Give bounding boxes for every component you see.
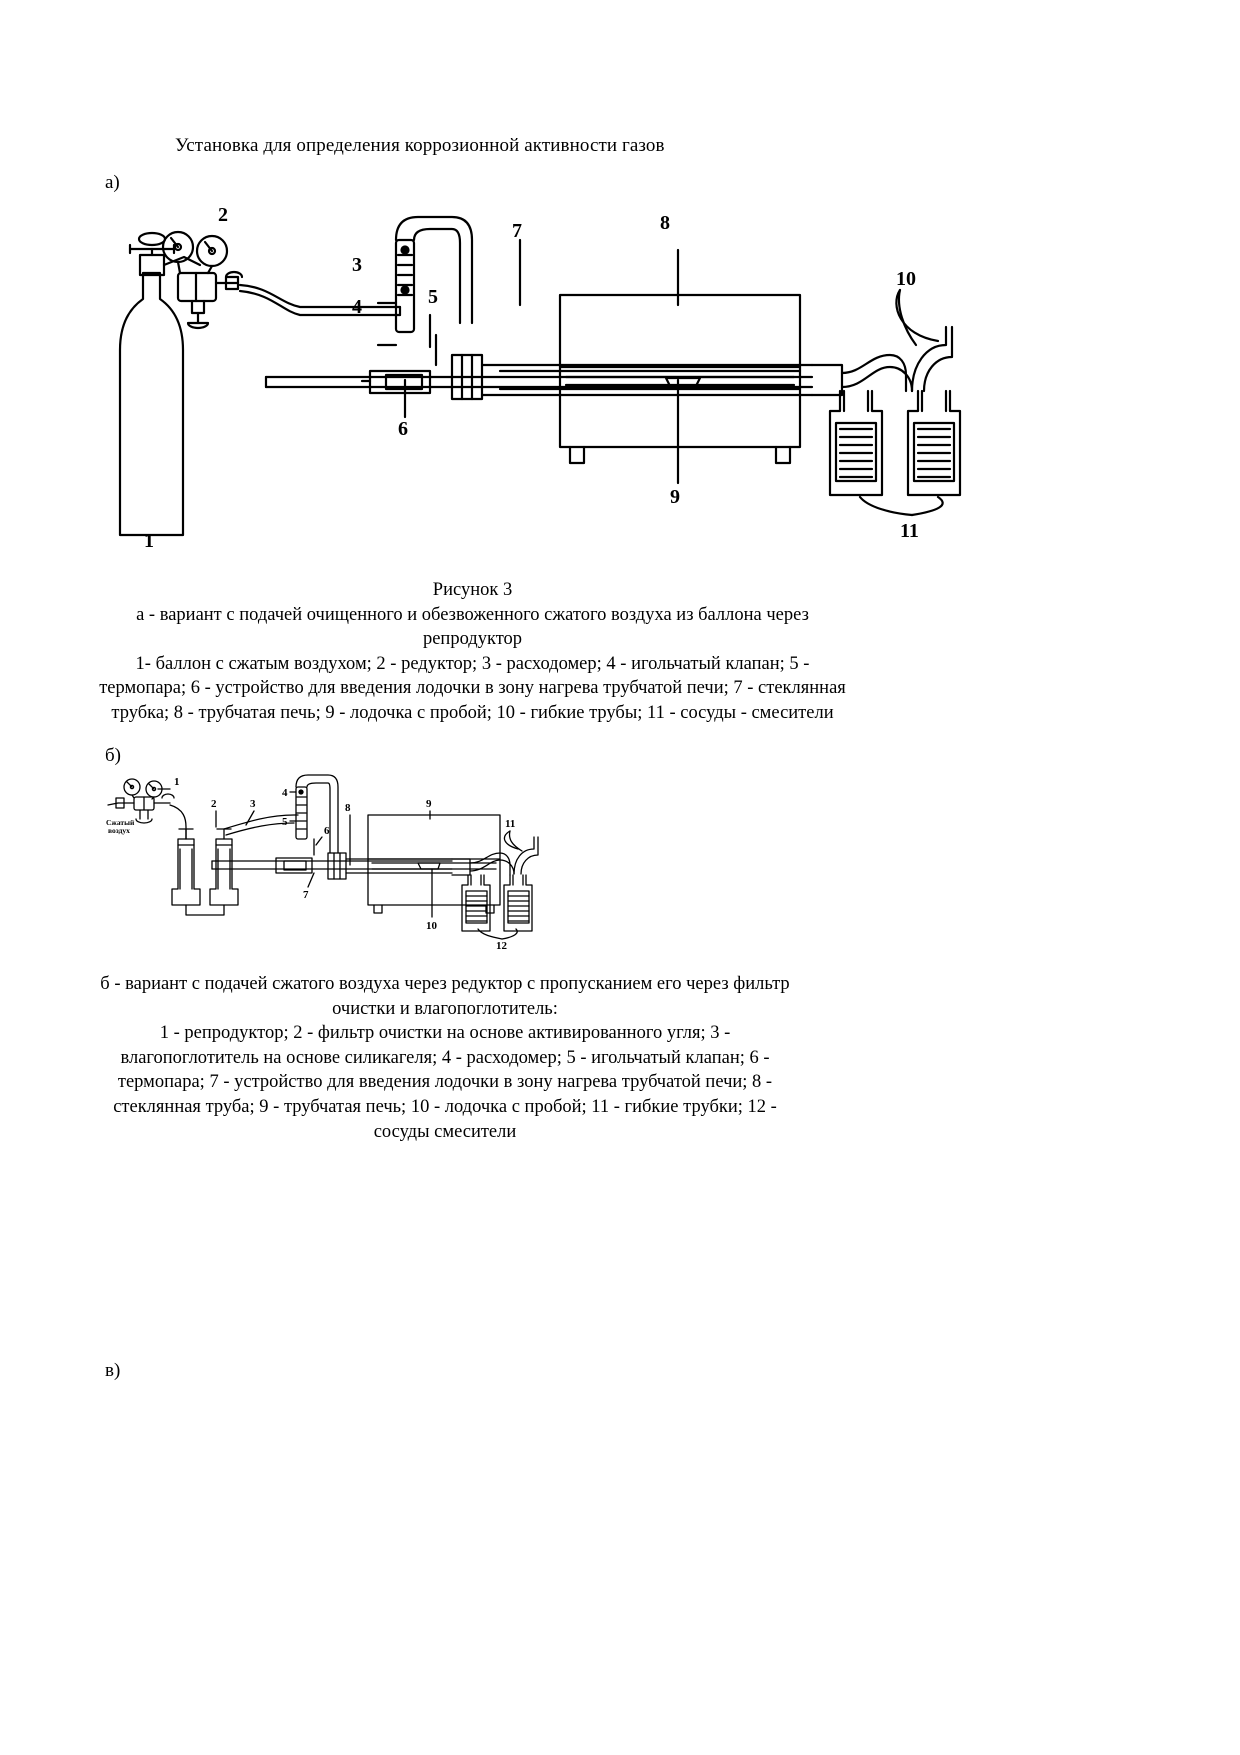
callout-7: 7 bbox=[512, 220, 522, 242]
figure-a-caption-legend: 1- баллон с сжатым воздухом; 2 - редуктор; 3 - расходомер; 4 - игольчатый клапан; 5 - термопара; 6 - устройство для введения лодочки в зону нагрева трубчатой печи; 7 - стеклянная трубка; 8 - трубчатая печь; 9 - лодочка с пробой; 10 - гибкие трубы; 11 - сосуды - смесители bbox=[99, 653, 846, 723]
figure-a-caption bbox=[95, 578, 850, 726]
inlet-label-line1: Сжатый bbox=[106, 818, 135, 827]
figure-b-caption-legend: 1 - репродуктор; 2 - фильтр очистки на основе активированного угля; 3 - влагопоглотитель на основе силикагеля; 4 - расходомер; 5 - игольчатый клапан; 6 - термопара; 7 - устройство для введения лодочки в зону нагрева трубчатой печи; 8 - стеклянная труба; 9 - трубчатая печь; 10 - лодочка с пробой; 11 - гибкие трубки; 12 - сосуды смесители bbox=[113, 1023, 777, 1142]
section-label-a: а) bbox=[105, 172, 120, 193]
callout-b-7: 7 bbox=[303, 889, 309, 901]
callout-10: 10 bbox=[896, 268, 916, 290]
figure-a-diagram bbox=[100, 195, 1110, 555]
callout-b-4: 4 bbox=[282, 787, 288, 799]
callout-6: 6 bbox=[398, 418, 408, 440]
callout-b-3: 3 bbox=[250, 798, 256, 810]
callout-4: 4 bbox=[352, 296, 362, 318]
callout-b-1: 1 bbox=[174, 776, 180, 788]
callout-9: 9 bbox=[670, 486, 680, 508]
callout-8: 8 bbox=[660, 212, 670, 234]
section-label-v: в) bbox=[105, 1360, 121, 1381]
callout-b-8: 8 bbox=[345, 802, 351, 814]
figure-b-caption bbox=[95, 972, 795, 1144]
callout-2: 2 bbox=[218, 204, 228, 226]
callout-b-2: 2 bbox=[211, 798, 217, 810]
callout-b-12: 12 bbox=[496, 940, 507, 952]
inlet-label-line2: воздух bbox=[108, 826, 130, 835]
figure-b-diagram bbox=[100, 765, 760, 952]
callout-1: 1 bbox=[144, 530, 154, 552]
page-title: Установка для определения коррозионной активности газов bbox=[175, 135, 665, 156]
figure-b-caption-subtitle: б - вариант с подачей сжатого воздуха через редуктор с пропусканием его через фильтр очистки и влагопоглотитель: bbox=[100, 974, 790, 1019]
callout-b-5: 5 bbox=[282, 816, 288, 828]
section-label-b: б) bbox=[105, 745, 121, 766]
callout-b-9: 9 bbox=[426, 798, 432, 810]
callout-b-11: 11 bbox=[505, 818, 516, 830]
callout-3: 3 bbox=[352, 254, 362, 276]
callout-5: 5 bbox=[428, 286, 438, 308]
callout-11: 11 bbox=[900, 520, 919, 542]
callout-b-6: 6 bbox=[324, 825, 330, 837]
callout-b-10: 10 bbox=[426, 920, 437, 932]
figure-a-caption-title: Рисунок 3 bbox=[432, 580, 513, 600]
figure-a-caption-subtitle: а - вариант с подачей очищенного и обезвоженного сжатого воздуха из баллона через репродуктор bbox=[136, 604, 809, 650]
